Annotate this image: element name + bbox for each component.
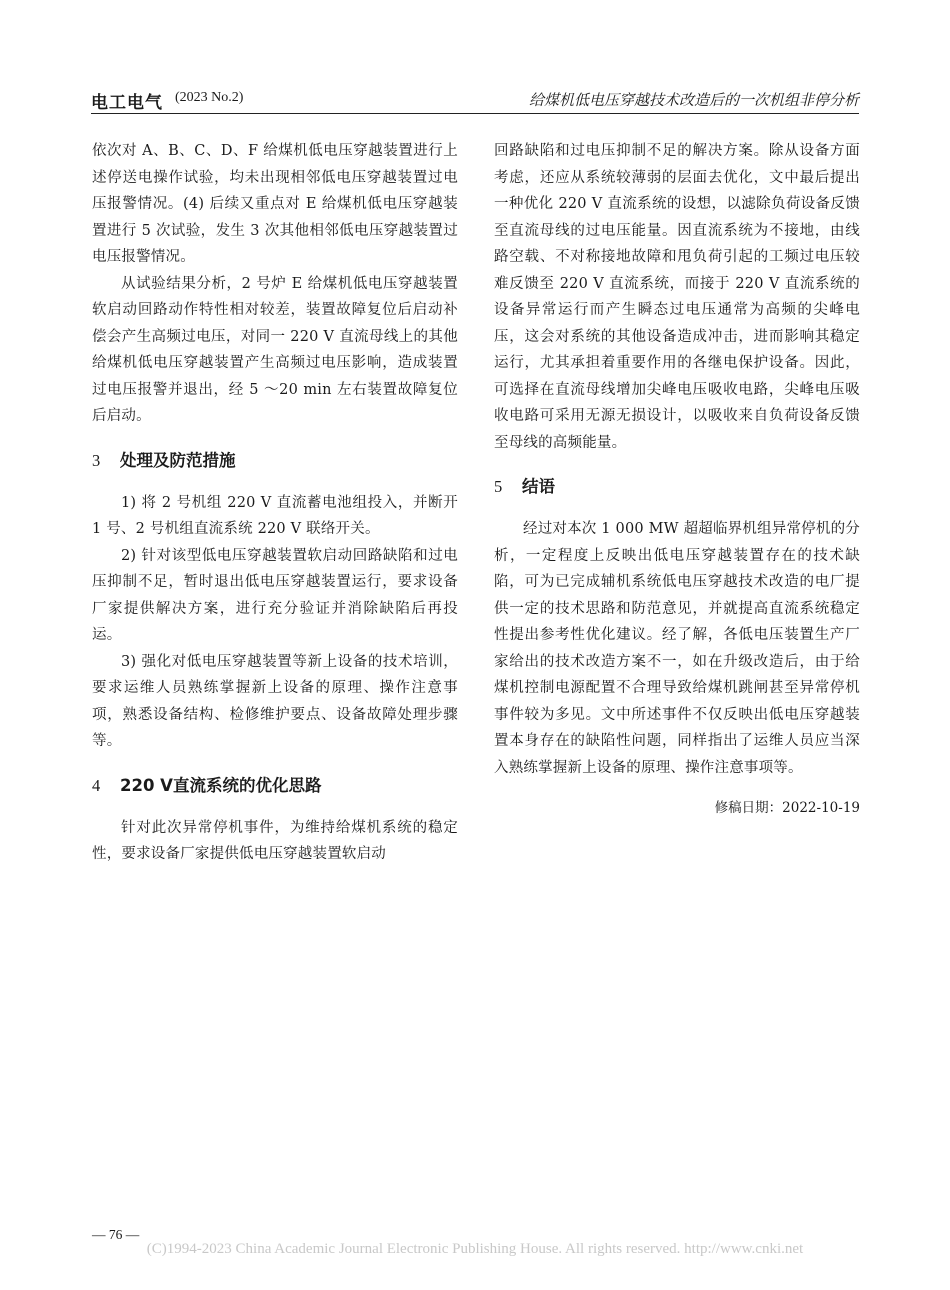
paragraph: 回路缺陷和过电压抑制不足的解决方案。除从设备方面考虑，还应从系统较薄弱的层面去优化，文中最后提出一种优化 220 V 直流系统的设想，以滤除负荷设备反馈至直流母线的过电压能量。因直流系统为不接地，由线路空载、不对称接地故障和甩负荷引起的工频过电压较难反馈至 220 V 直流系统，而接于 220 V 直流系统的设备异常运行而产生瞬态过电压通常为高频的尖峰电压，这会对系统的其他设备造成冲击，进而影响其稳定运行，尤其承担着重要作用的各继电保护设备。因此，可选择在直流母线增加尖峰电压吸收电路，尖峰电压吸收电路可采用无源无损设计，以吸收来自负荷设备反馈至母线的高频能量。	[494, 143, 860, 451]
list-item: 3) 强化对低电压穿越装置等新上设备的技术培训，要求运维人员熟练掌握新上设备的原理、操作注意事项，熟悉设备结构、检修维护要点、设备故障处理步骤等。	[92, 653, 458, 749]
list-item: 2) 针对该型低电压穿越装置软启动回路缺陷和过电压抑制不足，暂时退出低电压穿越装置运行，要求设备厂家提供解决方案，进行充分验证并消除缺陷后再投运。	[92, 547, 458, 643]
section-heading-5	[494, 474, 860, 500]
paragraph: 针对此次异常停机事件，为维持给煤机系统的稳定性，要求设备厂家提供低电压穿越装置软启动	[92, 819, 458, 862]
paragraph: 从试验结果分析，2 号炉 E 给煤机低电压穿越装置软启动回路动作特性相对较差，装置故障复位后启动补偿会产生高频过电压，对同一 220 V 直流母线上的其他给煤机低电压穿越装置产生高频过电压影响，造成装置过电压报警并退出，经 5 ～20 min 左右装置故障复位后启动。	[92, 275, 458, 424]
paragraph: 依次对 A、B、C、D、F 给煤机低电压穿越装置进行上述停送电操作试验，均未出现相邻低电压穿越装置过电压报警情况。(4) 后续又重点对 E 给煤机低电压穿越装置进行 5 次试验，发生 3 次其他相邻低电压穿越装置过电压报警情况。	[92, 143, 458, 265]
copyright-watermark: (C)1994-2023 China Academic Journal Electronic Publishing House. All rights reserved. http://www.cnki.net	[146, 1241, 804, 1257]
revision-date: 修稿日期：2022-10-19	[714, 800, 860, 816]
section-title: 处理及防范措施	[120, 450, 236, 470]
running-title: 给煤机低电压穿越技术改造后的一次机组非停分析	[528, 91, 859, 109]
page-header	[91, 86, 859, 114]
section-number: 3	[92, 450, 101, 470]
list-item: 1) 将 2 号机组 220 V 直流蓄电池组投入，并断开 1 号、2 号机组直流系统 220 V 联络开关。	[92, 494, 458, 537]
section-title: 220 V直流系统的优化思路	[120, 775, 322, 795]
section-number: 5	[494, 477, 503, 496]
page-number: — 76 —	[92, 1227, 140, 1242]
left-column	[92, 138, 458, 868]
section-heading-3	[92, 448, 458, 474]
header-rule	[91, 113, 859, 114]
paragraph: 经过对本次 1 000 MW 超超临界机组异常停机的分析，一定程度上反映出低电压穿越装置存在的技术缺陷，可为已完成辅机系统低电压穿越技术改造的电厂提供一定的技术思路和防范意见，并就提高直流系统稳定性提出参考性优化建议。经了解，各低电压装置生产厂家给出的技术改造方案不一，如在升级改造后，由于给煤机控制电源配置不合理导致给煤机跳闸甚至异常停机事件较为多见。文中所述事件不仅反映出低电压穿越装置本身存在的缺陷性问题，同样指出了运维人员应当深入熟练掌握新上设备的原理、操作注意事项等。	[494, 521, 860, 776]
journal-issue: (2023 No.2)	[175, 90, 244, 105]
section-number: 4	[92, 775, 101, 795]
section-heading-4	[92, 773, 458, 799]
section-title: 结语	[522, 477, 555, 496]
journal-name: 电工电气	[91, 93, 163, 113]
right-column	[494, 138, 860, 821]
